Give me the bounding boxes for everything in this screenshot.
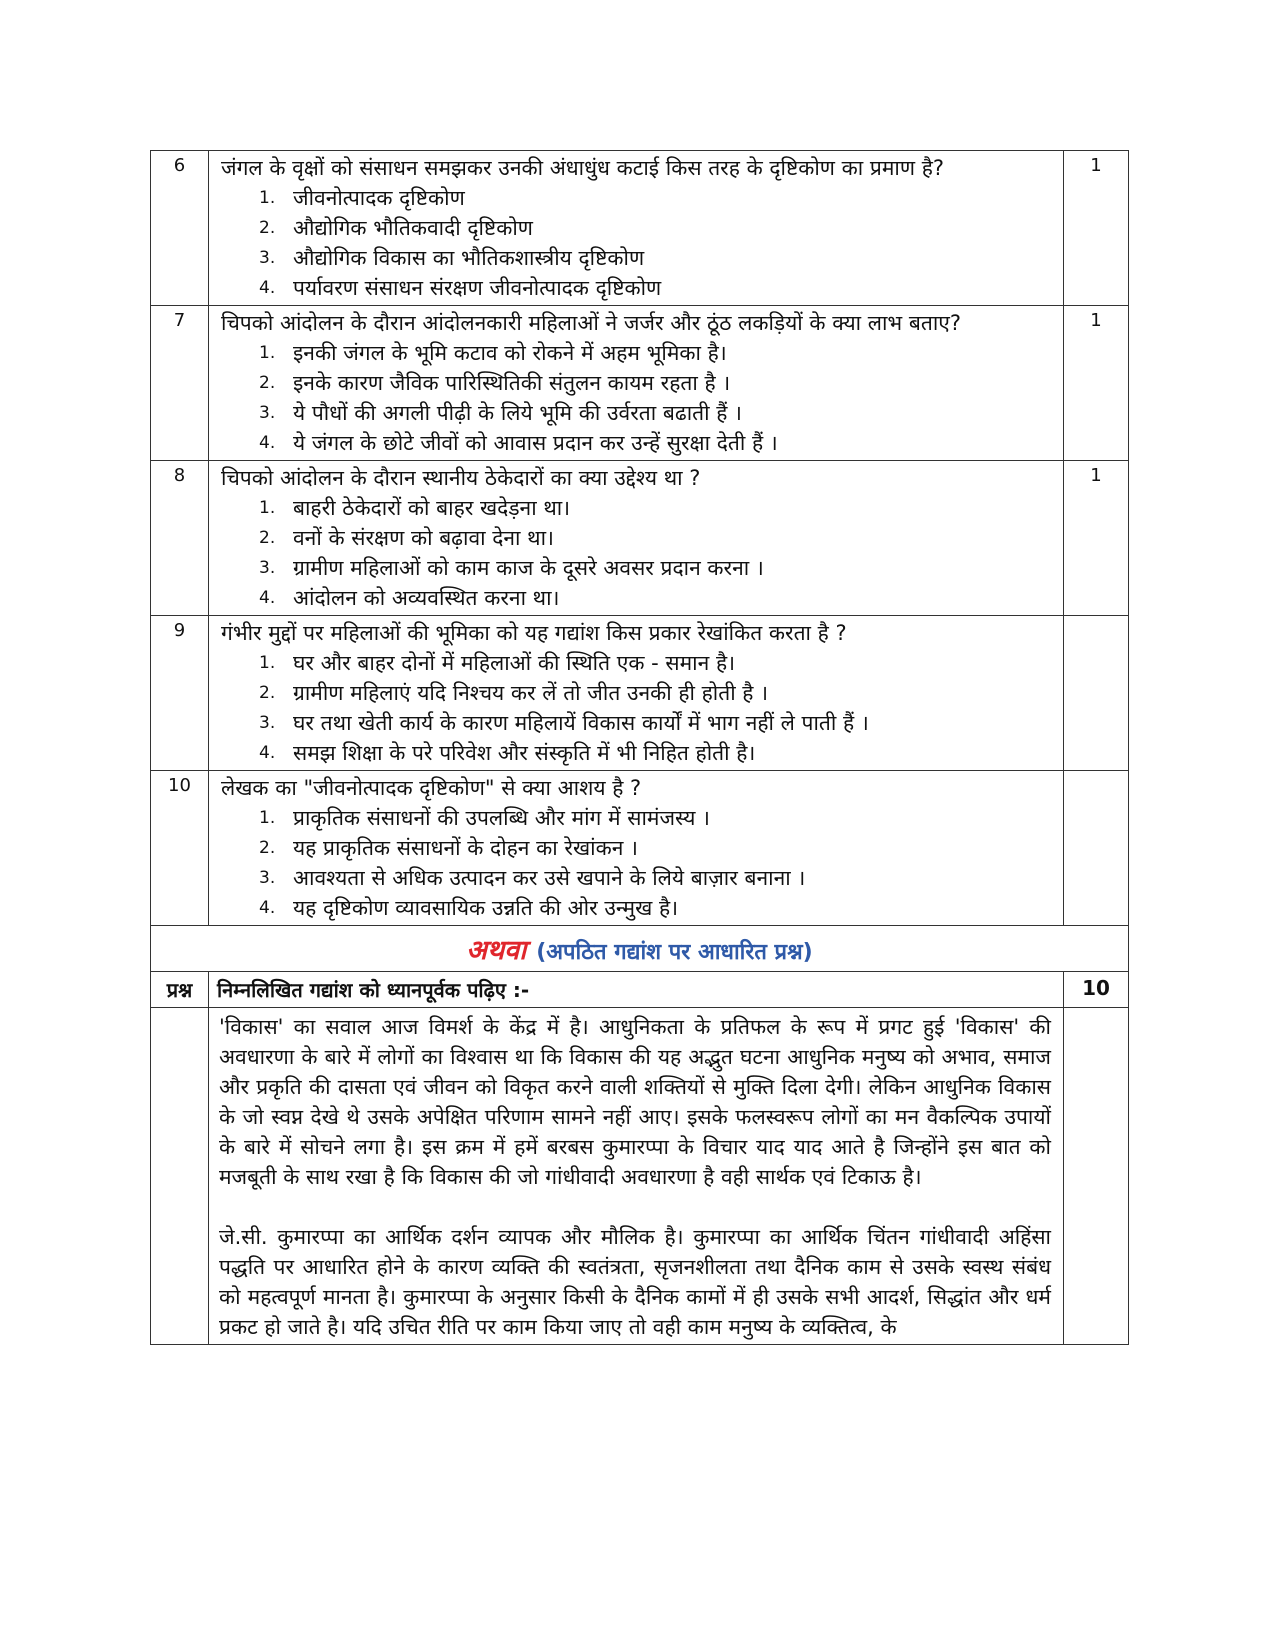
option-number: 4. bbox=[259, 433, 276, 453]
option-number: 4. bbox=[259, 898, 276, 918]
question-cell bbox=[209, 771, 1064, 926]
question-marks: 1 bbox=[1064, 151, 1129, 306]
option-number: 4. bbox=[259, 278, 276, 298]
question-text: चिपको आंदोलन के दौरान आंदोलनकारी महिलाओं ने जर्जर और ठूंठ लकड़ियों के क्या लाभ बताए? bbox=[221, 311, 962, 335]
option-number: 2. bbox=[259, 218, 276, 238]
option-number: 3. bbox=[259, 868, 276, 888]
option-item bbox=[259, 863, 1051, 893]
option-number: 4. bbox=[259, 743, 276, 763]
question-row bbox=[151, 616, 1129, 771]
option-list bbox=[221, 648, 1051, 768]
question-marks bbox=[1064, 616, 1129, 771]
passage-header-row bbox=[151, 972, 1129, 1008]
option-item bbox=[259, 183, 1051, 213]
or-subtitle: (अपठित गद्यांश पर आधारित प्रश्न) bbox=[536, 940, 813, 965]
option-text: इनकी जंगल के भूमि कटाव को रोकने में अहम भूमिका है। bbox=[293, 341, 727, 365]
passage-marks-empty-cell bbox=[1064, 1008, 1129, 1345]
question-number: 6 bbox=[151, 151, 209, 306]
option-text: वनों के संरक्षण को बढ़ावा देना था। bbox=[293, 526, 554, 550]
option-text: पर्यावरण संसाधन संरक्षण जीवनोत्पादक दृष्टिकोण bbox=[293, 276, 662, 300]
option-text: इनके कारण जैविक पारिस्थितिकी संतुलन कायम रहता है । bbox=[293, 371, 731, 395]
option-item bbox=[259, 523, 1051, 553]
passage-row bbox=[151, 1008, 1129, 1345]
option-number: 2. bbox=[259, 838, 276, 858]
option-number: 1. bbox=[259, 808, 276, 828]
option-item bbox=[259, 738, 1051, 768]
passage-marks: 10 bbox=[1064, 972, 1129, 1008]
question-number: 7 bbox=[151, 306, 209, 461]
question-text: चिपको आंदोलन के दौरान स्थानीय ठेकेदारों का क्या उद्देश्य था ? bbox=[221, 466, 701, 490]
or-word: अथवा bbox=[466, 935, 527, 966]
option-item bbox=[259, 428, 1051, 458]
option-number: 3. bbox=[259, 713, 276, 733]
option-number: 3. bbox=[259, 558, 276, 578]
option-text: यह प्राकृतिक संसाधनों के दोहन का रेखांकन । bbox=[293, 836, 638, 860]
option-number: 1. bbox=[259, 343, 276, 363]
question-paper-page bbox=[150, 150, 1128, 1345]
question-text: लेखक का "जीवनोत्पादक दृष्टिकोण" से क्या आशय है ? bbox=[221, 776, 642, 800]
or-heading bbox=[151, 926, 1129, 972]
option-text: औद्योगिक विकास का भौतिकशास्त्रीय दृष्टिकोण bbox=[293, 246, 645, 270]
option-text: औद्योगिक भौतिकवादी दृष्टिकोण bbox=[293, 216, 533, 240]
or-row bbox=[151, 926, 1129, 972]
passage-empty-cell bbox=[151, 1008, 209, 1345]
passage-text-cell bbox=[209, 1008, 1064, 1345]
option-number: 4. bbox=[259, 588, 276, 608]
passage-table bbox=[150, 971, 1129, 1345]
question-table-body bbox=[151, 151, 1129, 926]
option-item bbox=[259, 273, 1051, 303]
option-text: घर तथा खेती कार्य के कारण महिलायें विकास कार्यों में भाग नहीं ले पाती हैं । bbox=[293, 711, 869, 735]
option-text: ग्रामीण महिलाओं को काम काज के दूसरे अवसर प्रदान करना । bbox=[293, 556, 764, 580]
option-item bbox=[259, 893, 1051, 923]
option-item bbox=[259, 583, 1051, 613]
option-number: 1. bbox=[259, 188, 276, 208]
option-text: आंदोलन को अव्यवस्थित करना था। bbox=[293, 586, 560, 610]
question-cell bbox=[209, 306, 1064, 461]
option-number: 2. bbox=[259, 528, 276, 548]
passage-paragraph-2: जे.सी. कुमारप्पा का आर्थिक दर्शन व्यापक और मौलिक है। कुमारप्पा का आर्थिक चिंतन गांधीवादी अहिंसा पद्धति पर आधारित होने के कारण व्यक्ति की स्वतंत्रता, सृजनशीलता तथा दैनिक काम से उसके स्वस्थ संबंध को महत्वपूर्ण मानता है। कुमारप्पा के अनुसार किसी के दैनिक कामों में ही उसके सभी आदर्श, सिद्धांत और धर्म प्रकट हो जाते है। यदि उचित रीति पर काम किया जाए तो वही काम मनुष्य के व्यक्तित्व, के bbox=[219, 1225, 1051, 1339]
option-item bbox=[259, 338, 1051, 368]
option-item bbox=[259, 398, 1051, 428]
option-item bbox=[259, 708, 1051, 738]
option-item bbox=[259, 213, 1051, 243]
option-list bbox=[221, 338, 1051, 458]
option-list bbox=[221, 183, 1051, 303]
option-item bbox=[259, 368, 1051, 398]
option-text: बाहरी ठेकेदारों को बाहर खदेड़ना था। bbox=[293, 496, 571, 520]
option-text: ये पौधों की अगली पीढ़ी के लिये भूमि की उर्वरता बढाती हैं । bbox=[293, 401, 743, 425]
option-text: ग्रामीण महिलाएं यदि निश्चय कर लें तो जीत उनकी ही होती है । bbox=[293, 681, 769, 705]
passage-paragraph-1: 'विकास' का सवाल आज विमर्श के केंद्र में है। आधुनिकता के प्रतिफल के रूप में प्रगट हुई 'विकास' की अवधारणा के बारे में लोगों का विश्वास था कि विकास की यह अद्भुत घटना आधुनिक मनुष्य को अभाव, समाज और प्रकृति की दासता एवं जीवन को विकृत करने वाली शक्तियों से मुक्ति दिला देगी। लेकिन आधुनिक विकास के जो स्वप्न देखे थे उसके अपेक्षित परिणाम सामने नहीं आए। इसके फलस्वरूप लोगों का मन वैकल्पिक उपायों के बारे में सोचने लगा है। इस क्रम में हमें बरबस कुमारप्पा के विचार याद याद आते है जिन्होंने इस बात को मजबूती के साथ रखा है कि विकास की जो गांधीवादी अवधारणा है वही सार्थक एवं टिकाऊ है। bbox=[219, 1015, 1051, 1189]
option-number: 3. bbox=[259, 403, 276, 423]
option-item bbox=[259, 493, 1051, 523]
question-cell bbox=[209, 616, 1064, 771]
option-item bbox=[259, 678, 1051, 708]
passage-label: प्रश्न bbox=[151, 972, 209, 1008]
option-number: 1. bbox=[259, 653, 276, 673]
option-item bbox=[259, 803, 1051, 833]
or-section-body bbox=[151, 926, 1129, 972]
question-cell bbox=[209, 461, 1064, 616]
option-item bbox=[259, 648, 1051, 678]
question-marks bbox=[1064, 771, 1129, 926]
question-row bbox=[151, 461, 1129, 616]
option-item bbox=[259, 833, 1051, 863]
option-list bbox=[221, 493, 1051, 613]
option-item bbox=[259, 243, 1051, 273]
option-text: ये जंगल के छोटे जीवों को आवास प्रदान कर उन्हें सुरक्षा देती हैं । bbox=[293, 431, 778, 455]
passage-instruction: निम्नलिखित गद्यांश को ध्यानपूर्वक पढ़िए :- bbox=[209, 972, 1064, 1008]
question-number: 8 bbox=[151, 461, 209, 616]
question-marks: 1 bbox=[1064, 306, 1129, 461]
option-text: आवश्यता से अधिक उत्पादन कर उसे खपाने के लिये बाज़ार बनाना । bbox=[293, 866, 806, 890]
option-text: समझ शिक्षा के परे परिवेश और संस्कृति में भी निहित होती है। bbox=[293, 741, 756, 765]
question-row bbox=[151, 151, 1129, 306]
option-list bbox=[221, 803, 1051, 923]
option-number: 3. bbox=[259, 248, 276, 268]
option-number: 1. bbox=[259, 498, 276, 518]
option-number: 2. bbox=[259, 683, 276, 703]
question-row bbox=[151, 771, 1129, 926]
question-row bbox=[151, 306, 1129, 461]
option-number: 2. bbox=[259, 373, 276, 393]
question-text: जंगल के वृक्षों को संसाधन समझकर उनकी अंधाधुंध कटाई किस तरह के दृष्टिकोण का प्रमाण है? bbox=[221, 156, 945, 180]
question-number: 10 bbox=[151, 771, 209, 926]
option-item bbox=[259, 553, 1051, 583]
option-text: प्राकृतिक संसाधनों की उपलब्धि और मांग में सामंजस्य । bbox=[293, 806, 711, 830]
question-table bbox=[150, 150, 1129, 972]
option-text: जीवनोत्पादक दृष्टिकोण bbox=[293, 186, 465, 210]
question-marks: 1 bbox=[1064, 461, 1129, 616]
question-text: गंभीर मुद्दों पर महिलाओं की भूमिका को यह गद्यांश किस प्रकार रेखांकित करता है ? bbox=[221, 621, 847, 645]
option-text: घर और बाहर दोनों में महिलाओं की स्थिति एक - समान है। bbox=[293, 651, 736, 675]
option-text: यह दृष्टिकोण व्यावसायिक उन्नति की ओर उन्मुख है। bbox=[293, 896, 679, 920]
question-cell bbox=[209, 151, 1064, 306]
question-number: 9 bbox=[151, 616, 209, 771]
